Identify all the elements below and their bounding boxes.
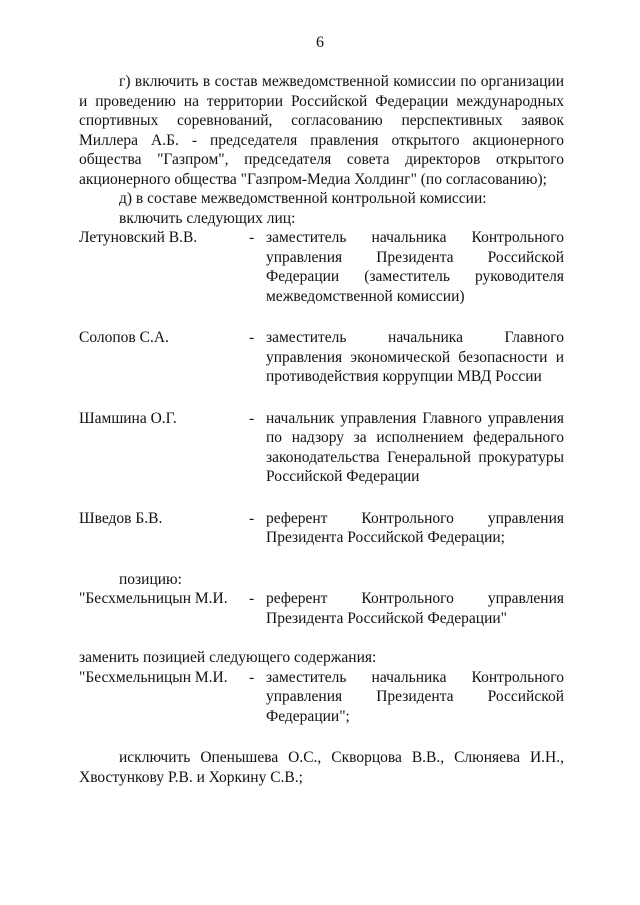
new-position-entry	[79, 668, 564, 727]
person-role: референт Контрольного управления Президента Российской Федерации"	[266, 590, 564, 627]
person-dash: -	[249, 229, 255, 246]
person-name: "Бесхмельницын М.И.	[79, 590, 228, 607]
person-dash: -	[249, 668, 255, 686]
person-role: заместитель начальника Контрольного управления Президента Российской Федерации (заместитель руководителя межведомственной комиссии)	[266, 229, 564, 305]
person-role: референт Контрольного управления Президента Российской Федерации;	[266, 509, 564, 546]
person-name: "Бесхмельницын М.И.	[79, 668, 228, 686]
person-dash: -	[249, 590, 255, 607]
person-entry	[79, 509, 564, 548]
page-number: 6	[316, 34, 324, 51]
old-position-entry	[79, 589, 564, 628]
person-dash: -	[249, 409, 255, 427]
paragraph-d: д) в составе межведомственной контрольной комиссии:	[119, 190, 487, 207]
person-role: заместитель начальника Контрольного управления Президента Российской Федерации";	[266, 668, 564, 725]
include-line: включить следующих лиц:	[119, 209, 296, 227]
replace-label: заменить позицией следующего содержания:	[79, 649, 377, 666]
person-role: заместитель начальника Главного управления экономической безопасности и противодействия коррупции МВД России	[266, 329, 564, 385]
person-entry	[79, 409, 564, 487]
person-dash: -	[249, 509, 255, 527]
person-role: начальник управления Главного управления по надзору за исполнением федерального законодательства Генеральной прокуратуры Российской Федерации	[266, 409, 564, 485]
person-name: Летуновский В.В.	[79, 229, 198, 246]
paragraph-g: г) включить в состав межведомственной комиссии по организации и проведению на территории Российской Федерации международных спортивных соревнований, согласованию перспективных заявок Миллера А.Б. - председателя правления открытого акционерного общества "Газпром", председателя совета директоров открытого акционерного общества "Газпром-Медиа Холдинг" (по согласованию);	[79, 73, 564, 188]
person-entry	[79, 328, 564, 387]
person-name: Шамшина О.Г.	[79, 409, 177, 427]
exclude-paragraph: исключить Опенышева О.С., Скворцова В.В., Слюняева И.Н., Хвостункову Р.В. и Хоркину С.В.;	[79, 749, 564, 786]
position-label: позицию:	[119, 570, 182, 588]
person-entry	[79, 228, 564, 306]
person-name: Шведов Б.В.	[79, 509, 163, 527]
person-dash: -	[249, 329, 255, 346]
document-body	[79, 72, 564, 787]
person-name: Солопов С.А.	[79, 329, 169, 346]
